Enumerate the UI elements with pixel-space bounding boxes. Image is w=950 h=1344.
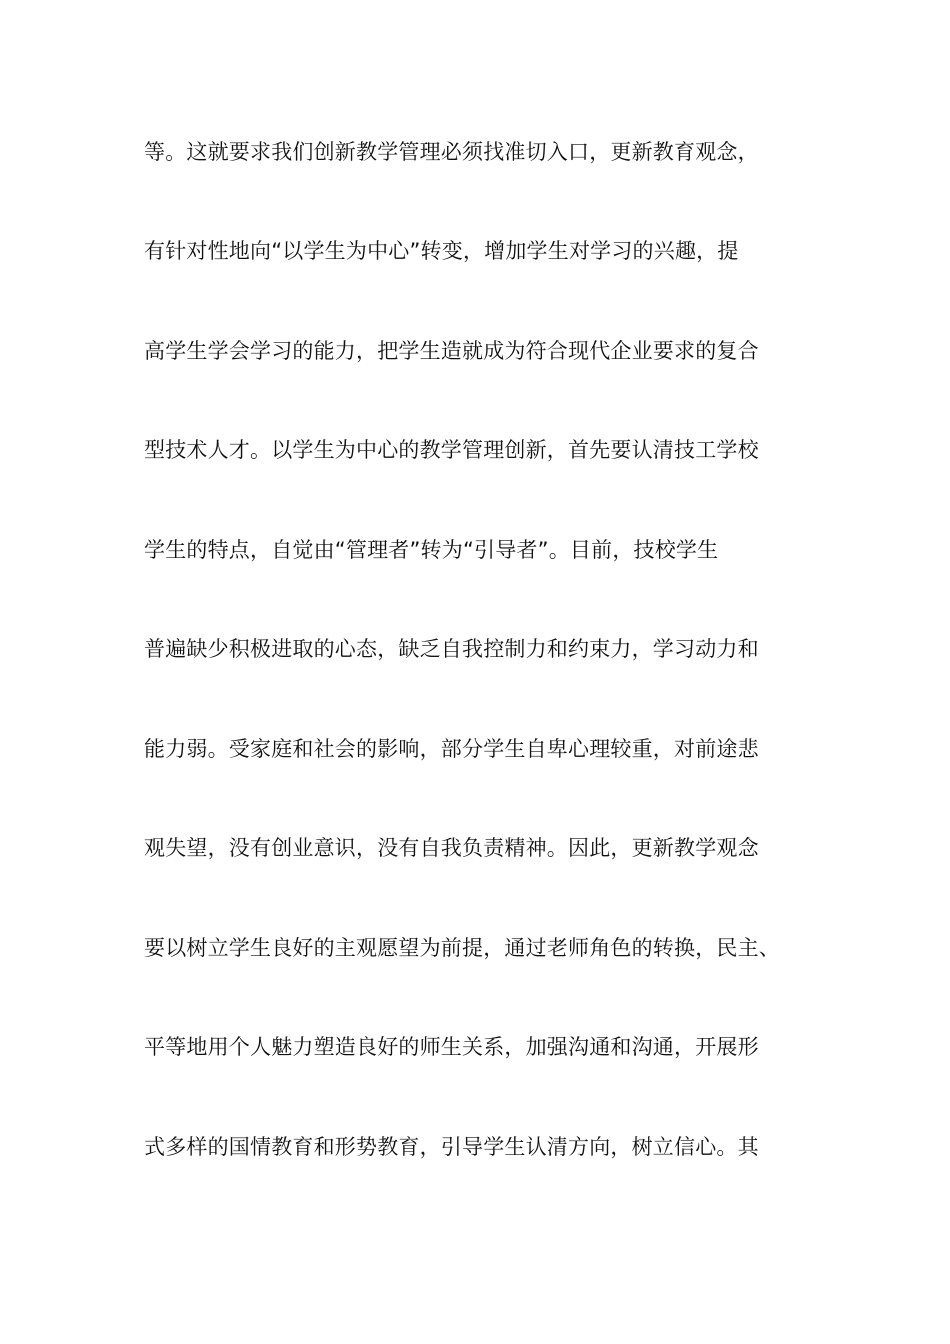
body-text-line: 能力弱。受家庭和社会的影响，部分学生自卑心理较重，对前途悲 xyxy=(144,737,759,761)
body-text-line: 观失望，没有创业意识，没有自我负责精神。因此，更新教学观念 xyxy=(144,836,759,860)
body-text-line: 等。这就要求我们创新教学管理必须找准切入口，更新教育观念， xyxy=(144,140,759,164)
body-text-line: 高学生学会学习的能力，把学生造就成为符合现代企业要求的复合 xyxy=(144,339,759,363)
body-text-line: 要以树立学生良好的主观愿望为前提，通过老师角色的转换，民主、 xyxy=(144,936,780,960)
body-text-line: 式多样的国情教育和形势教育，引导学生认清方向，树立信心。其 xyxy=(144,1135,759,1159)
body-text-line: 型技术人才。以学生为中心的教学管理创新，首先要认清技工学校 xyxy=(144,438,759,462)
body-text-line: 学生的特点，自觉由“管理者”转为“引导者”。目前，技校学生 xyxy=(144,538,719,562)
body-text-line: 普遍缺少积极进取的心态，缺乏自我控制力和约束力，学习动力和 xyxy=(144,637,759,661)
body-text-line: 有针对性地向“以学生为中心”转变，增加学生对学习的兴趣，提 xyxy=(144,239,739,263)
body-text-line: 平等地用个人魅力塑造良好的师生关系，加强沟通和沟通，开展形 xyxy=(144,1035,759,1059)
